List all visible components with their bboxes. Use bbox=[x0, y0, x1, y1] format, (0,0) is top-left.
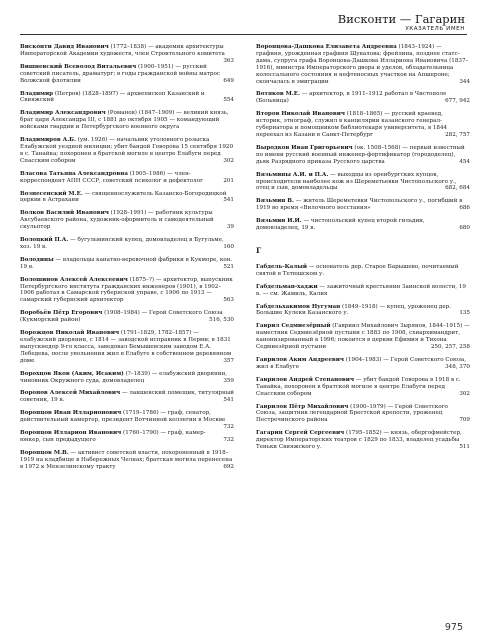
entry-description: — зажиточный крестьянин Заинской волости, 19 в. — см. Жамиль, Калия bbox=[256, 283, 466, 297]
entry-headword: Ворохцов Яков (Аким, Исаким) bbox=[20, 370, 124, 377]
entry-headword: Вязьмины А.И. и П.А. bbox=[256, 171, 329, 178]
index-entry bbox=[256, 145, 470, 166]
entry-page-ref: 135 bbox=[459, 310, 470, 317]
entry-headword: Владимир bbox=[20, 90, 54, 97]
entry-headword: Ворожцов Николай Иванович bbox=[20, 330, 120, 337]
entry-headword: Власова Татьяна Александровна bbox=[20, 170, 128, 177]
entry-description: — основатель дер. Старое Барышево, почитаемый святой в Тетюшском у. bbox=[256, 263, 459, 277]
entry-headword: Габдельман-хаджи bbox=[256, 283, 318, 290]
entry-headword: Гаврил Седмиезёрный bbox=[256, 323, 331, 330]
entry-description: (1795–1852) — князь, обергофмейстер, директор Императорских театров с 1829 по 1833, владелец усадьбы Теньки Свияжского у. bbox=[256, 430, 462, 451]
entry-description: — священнослужитель Казанско-Богородицкой церкви в Астрахани bbox=[20, 190, 227, 204]
entry-description: (1791–1829, 1782–1857) — елабужский дворянин, с 1814 — заводской исправник в Перми; в 1831 выпускнедор 9-го класса, заведовал Бемышевским заводом Е.А. Лебедева, после увольнения жил в Елабуге в собственном деревянном доме bbox=[20, 330, 232, 364]
entry-page-ref: 554 bbox=[223, 97, 234, 104]
entry-description: (1760–1790) — граф, камер-юнкер, сын предыдущего bbox=[20, 430, 206, 443]
index-entry bbox=[256, 198, 470, 212]
entry-headword: Володины bbox=[20, 256, 54, 263]
index-entry bbox=[20, 64, 234, 85]
entry-headword: Волошинов Алексей Алексеевич bbox=[20, 276, 128, 283]
index-entry bbox=[20, 44, 234, 64]
section-letter: Г bbox=[256, 245, 262, 255]
entry-page-ref: 732 bbox=[223, 424, 234, 431]
entry-page-ref: 732 bbox=[223, 436, 234, 443]
entry-headword: Вознесенский М.Е. bbox=[20, 190, 83, 197]
index-entry bbox=[20, 410, 234, 431]
index-entry bbox=[256, 357, 470, 371]
index-entry bbox=[20, 210, 234, 231]
entry-headword: Воронцов Иван Илларионович bbox=[20, 410, 122, 417]
entry-page-ref: 682, 684 bbox=[445, 185, 470, 192]
entry-description: (1772–1838) — академик архитектуры Императорской Академии художеств, член Строительного комитета bbox=[20, 44, 225, 57]
index-entry bbox=[20, 110, 234, 131]
entry-page-ref: 348, 370 bbox=[445, 363, 470, 370]
entry-page-ref: 511 bbox=[459, 444, 470, 451]
entry-description: — выходцы из оренбургских купцов, происходители наиболее кож из Шереметьевки Чистопольского у., отец и сын, домовладельцы bbox=[256, 171, 457, 192]
entry-page-ref: 680 bbox=[459, 225, 470, 232]
entry-headword: Гаврилов Пётр Михайлович bbox=[256, 403, 349, 410]
index-entry bbox=[20, 191, 234, 205]
entry-page-ref: 250, 257, 258 bbox=[430, 344, 470, 351]
index-entry bbox=[20, 91, 234, 105]
entry-page-ref: 357 bbox=[223, 357, 234, 364]
entry-page-ref: 563 bbox=[223, 297, 234, 304]
entry-page-ref: 649 bbox=[223, 77, 234, 84]
entry-page-ref: 282, 757 bbox=[445, 131, 470, 138]
entry-description: (Петров) (1828–1897) — архиепископ Казанский и Свияжский bbox=[20, 90, 205, 104]
left-column bbox=[20, 44, 234, 477]
index-entry bbox=[20, 137, 234, 165]
entry-description: (1908–1984) — Герой Советского Союза (Кукморский район) bbox=[20, 310, 223, 324]
entry-description: (1818–1865) — русский краевед, историк, этнограф, служил в канцелярии казанского генерал-губернатора и помощником библиотекаря университета, в 1844 переехал из Казани в Санкт-Петербург bbox=[256, 111, 448, 138]
entry-headword: Волков Василий Иванович bbox=[20, 210, 109, 217]
entry-description: (1843–1924) — графиня, урожденная графиня Шувалова; фрейлина, позднее статс-дама, супруга графа Воронцова-Дашкова Иллариона Ивановича (1837–1916), министра Императорского двора и уделов, обладательница колоссального состояния и нефтеносных участков на Апшероне; скончалась в эмиграции bbox=[256, 44, 469, 85]
entry-page-ref: 344 bbox=[459, 78, 470, 85]
entry-headword: Габдельхакимов Нугуман bbox=[256, 303, 341, 310]
right-column bbox=[256, 44, 470, 457]
entry-page-ref: 302 bbox=[459, 390, 470, 397]
entry-description: — лаишевский помещик, титулярный советник, 19 в. bbox=[20, 390, 234, 404]
entry-page-ref: 677, 942 bbox=[445, 98, 470, 105]
entry-description: (1928–1991) — работник культуры Аксубаевского района, художник-оформитель и самодеятельный скульптор bbox=[20, 210, 214, 231]
index-entry bbox=[20, 330, 234, 365]
entry-headword: Габдель-Калый bbox=[256, 263, 307, 270]
right-column-g-entries bbox=[256, 264, 470, 451]
entry-description: — убит бандой Говорова в 1918 в с. Танайка, похоронен в братской могиле в центре Елабуги перед Спасским собором bbox=[256, 376, 461, 397]
index-columns bbox=[20, 44, 470, 564]
entry-headword: Владимир Александрович bbox=[20, 110, 106, 117]
entry-description: — чистопольский купец второй гильдии, домовладелец, 19 в. bbox=[256, 218, 425, 232]
entry-description: — владельцы канатно-веревочной фабрики в Кукморе, кон. 19 в. bbox=[20, 256, 233, 270]
index-entry bbox=[256, 218, 470, 232]
entry-description: (1875–?) — архитектор, выпускник Петербургского института гражданских инженеров (1901), в 1902–1906 работал в Самарской губернской управе, с 1906 по 1913 — самарский губернский архитектор bbox=[20, 276, 233, 304]
index-entry bbox=[20, 450, 234, 471]
index-entry bbox=[256, 377, 470, 398]
index-entry bbox=[256, 404, 470, 425]
index-entry bbox=[20, 171, 234, 185]
index-entry bbox=[256, 172, 470, 193]
entry-description: — житель Шереметевки Чистопольского у., погибший в 1919 во время «Вилочного восстания» bbox=[256, 198, 463, 212]
entry-headword: Волоцкий П.А. bbox=[20, 237, 69, 244]
entry-page-ref: 201 bbox=[223, 177, 234, 184]
entry-page-ref: 160 bbox=[223, 243, 234, 250]
entry-page-ref: 692 bbox=[223, 463, 234, 470]
index-entry bbox=[20, 390, 234, 404]
entry-page-ref: 39 bbox=[226, 224, 234, 231]
index-entry bbox=[256, 111, 470, 139]
entry-page-ref: 541 bbox=[223, 397, 234, 404]
entry-description: (1849–1918) — купец, уроженец дер. Большие Кулеки Казанского у. bbox=[256, 303, 452, 317]
entry-description: (1904–1983) — Герой Советского Союза, жил в Елабуге bbox=[256, 357, 467, 370]
entry-page-ref: 686 bbox=[459, 205, 470, 212]
index-entry bbox=[20, 277, 234, 305]
entry-description: — активист советской власти, похороненный в 1918–1919 на кладбище в Набережных Челнах; братская могила перенесена в 1972 к Мензелинскому тракту bbox=[20, 449, 233, 470]
entry-headword: Вишневский Всеволод Витальевич bbox=[20, 63, 137, 70]
index-entry bbox=[20, 310, 234, 324]
entry-description: (1719–1786) — граф, сенатор, действительный камергер, президент Вотчинной коллегии в Москве bbox=[20, 410, 226, 424]
entry-description: (1905–1986) — член-корреспондент АПН СССР, советский психолог и дефектолог bbox=[20, 170, 203, 184]
index-entry bbox=[256, 304, 470, 318]
entry-page-ref: 709 bbox=[459, 417, 470, 424]
entry-headword: Воронцов М.В. bbox=[20, 449, 69, 456]
entry-headword: Висконти Давид Иванович bbox=[20, 44, 109, 50]
index-entry bbox=[256, 323, 470, 351]
entry-headword: Воронцов Илларион Иванович bbox=[20, 430, 122, 437]
entry-headword: Владимиров А.Б. bbox=[20, 137, 76, 144]
index-entry bbox=[256, 430, 470, 451]
entry-headword: Воронцова-Дашкова Елизавета Андреевна bbox=[256, 44, 397, 50]
entry-description: (1900–1951) — русский советский писатель, драматург; в годы гражданской войны матрос Волжской флотилии bbox=[20, 63, 220, 84]
entry-headword: Гагарин Сергей Сергеевич bbox=[256, 430, 345, 437]
entry-page-ref: 302 bbox=[223, 157, 234, 164]
entry-description: (Гавриил Михайлович Зырянов, 1844–1915) — наместник Седмиезёрной пустыни с 1883 по 1908, схиархимандрит, канонизированный в 1996; покоится в церкви Ефимия и Тихона Седмиезёрной пустыни bbox=[256, 323, 470, 351]
entry-page-ref: 454 bbox=[459, 158, 470, 165]
entry-page-ref: 516, 530 bbox=[209, 317, 234, 324]
entry-description: (ум. 1926) — начальник уголовного розыска Елабужской уездной милиции; убит бандой Говорова 15 сентября 1920 в с. Танайка; похоронен в братской могиле в центре Елабуги перед Спасским собором bbox=[20, 137, 234, 164]
entry-description: (?–1839) — елабужский дворянин, чиновник Окружного суда, домовладелец bbox=[20, 370, 228, 384]
index-entry bbox=[20, 257, 234, 271]
entry-description: (ок. 1508–1568) — первый известный по имени русский военный инженер-фортификатор (горододелец), дьяк Разрядного приказа Русского царства bbox=[256, 144, 465, 165]
entry-headword: Вязьмин И.И. bbox=[256, 218, 302, 225]
index-entry bbox=[20, 371, 234, 385]
right-column-v-entries bbox=[256, 44, 470, 232]
index-entry bbox=[20, 430, 234, 444]
entry-description: — архитектор, в 1911–1912 работал в Чистополе (Больница) bbox=[256, 91, 447, 105]
entry-page-ref: 363 bbox=[223, 57, 234, 64]
running-header bbox=[20, 12, 467, 35]
entry-headword: Выродков Иван Григорьевич bbox=[256, 144, 353, 151]
entry-headword: Воронов Алексей Михайлович bbox=[20, 390, 121, 397]
index-entry bbox=[20, 237, 234, 251]
entry-description: (Романов) (1847–1909) — великий князь, брат царя Александра III, с 1881 до октября 1905 — командующий войсками гвардии и Петербургского военного округа bbox=[20, 110, 229, 131]
page-number: 975 bbox=[444, 622, 463, 633]
entry-page-ref: 521 bbox=[223, 263, 234, 270]
index-entry bbox=[256, 264, 470, 278]
entry-page-ref: 541 bbox=[223, 197, 234, 204]
index-entry bbox=[256, 91, 470, 105]
entry-headword: Вязьмин В. bbox=[256, 198, 294, 205]
index-entry bbox=[256, 284, 470, 298]
entry-headword: Вотяков М.Е. bbox=[256, 91, 301, 98]
running-header-title: Висконти — Гагарин bbox=[337, 12, 465, 26]
entry-headword: Воробьёв Пётр Егорович bbox=[20, 310, 103, 317]
entry-description: — бугульминский купец, домовладелец в Бугульме, хоз. 19 в. bbox=[20, 237, 224, 250]
index-entry bbox=[256, 44, 470, 85]
entry-headword: Гаврилов Андрей Степанович bbox=[256, 376, 355, 383]
entry-headword: Гаврилов Аким Андреевич bbox=[256, 357, 345, 363]
running-header-subtitle: УКАЗАТЕЛЬ ИМЕН bbox=[405, 26, 465, 32]
entry-headword: Второв Николай Иванович bbox=[256, 111, 346, 118]
entry-description: (1900–1979) — Герой Советского Союза, защитник легендарной Брестской крепости, уроженец Пестречинского района bbox=[256, 403, 448, 424]
entry-page-ref: 359 bbox=[223, 377, 234, 384]
